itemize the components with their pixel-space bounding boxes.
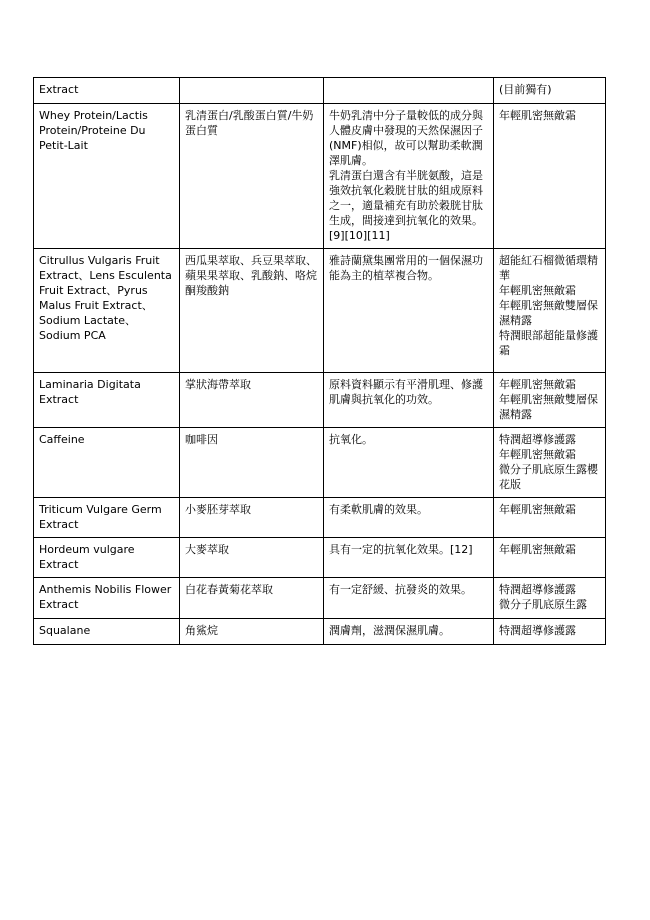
product-name: 年輕肌密無敵霜 [499,543,576,556]
effect-cell [324,498,494,538]
chinese-name-cell: 白花春黃菊花萃取 [180,578,324,619]
effect-cell [324,249,494,373]
effect-cell [324,104,494,249]
products-cell [494,249,606,373]
ingredient-table [33,77,606,645]
products-cell [494,538,606,578]
effect-paragraph: 有柔軟肌膚的效果。 [329,503,428,516]
products-cell [494,619,606,645]
product-name: 特潤超導修護露 [499,624,576,637]
effect-cell [324,373,494,428]
effect-paragraph: 乳清蛋白還含有半胱氨酸，這是強效抗氧化穀胱甘肽的組成原料之一，適量補充有助於穀胱甘肽生成，間接達到抗氧化的效果。[9][10][11] [329,169,483,242]
table-row [34,428,606,498]
products-cell [494,78,606,104]
inci-name-cell: Citrullus Vulgaris Fruit Extract、Lens Esculenta Fruit Extract、Pyrus Malus Fruit Extract、Sodium Lactate、Sodium PCA [34,249,180,373]
product-name: 年輕肌密無敵雙層保濕精露 [499,299,598,327]
chinese-name-cell: 大麥萃取 [180,538,324,578]
table-row [34,104,606,249]
inci-name-cell: Squalane [34,619,180,645]
product-name: 微分子肌底原生露櫻花版 [499,463,598,491]
product-name: 年輕肌密無敵雙層保濕精露 [499,393,598,421]
effect-cell [324,538,494,578]
product-name: 特潤眼部超能量修護霜 [499,329,598,357]
products-cell [494,498,606,538]
table-row [34,538,606,578]
product-name: 年輕肌密無敵霜 [499,503,576,516]
effect-paragraph: 原料資料顯示有平滑肌理、修護肌膚與抗氧化的功效。 [329,378,483,406]
chinese-name-cell: 角鯊烷 [180,619,324,645]
chinese-name-cell: 小麥胚芽萃取 [180,498,324,538]
effect-paragraph: 抗氧化。 [329,433,373,446]
effect-cell [324,619,494,645]
product-name: 特潤超導修護露 [499,433,576,446]
products-cell [494,578,606,619]
table-row [34,373,606,428]
effect-cell [324,428,494,498]
effect-cell [324,578,494,619]
inci-name-cell: Hordeum vulgare Extract [34,538,180,578]
product-name: 超能紅石榴微循環精華 [499,254,598,282]
effect-paragraph: 牛奶乳清中分子量較低的成分與人體皮膚中發現的天然保濕因子(NMF)相似，故可以幫助柔軟潤澤肌膚。 [329,109,483,167]
table-row [34,249,606,373]
product-name: 年輕肌密無敵霜 [499,378,576,391]
chinese-name-cell: 西瓜果萃取、兵豆果萃取、蘋果果萃取、乳酸鈉、咯烷酮羧酸鈉 [180,249,324,373]
inci-name-cell: Anthemis Nobilis Flower Extract [34,578,180,619]
product-name: 年輕肌密無敵霜 [499,109,576,122]
product-name: 特潤超導修護露 [499,583,576,596]
product-name: 微分子肌底原生露 [499,598,587,611]
inci-name-cell: Triticum Vulgare Germ Extract [34,498,180,538]
products-cell [494,104,606,249]
table-row [34,578,606,619]
chinese-name-cell: 咖啡因 [180,428,324,498]
table-row [34,78,606,104]
product-name: 年輕肌密無敵霜 [499,284,576,297]
inci-name-cell: Caffeine [34,428,180,498]
chinese-name-cell [180,78,324,104]
table-body [34,78,606,645]
effect-paragraph: 具有一定的抗氧化效果。[12] [329,543,473,556]
table-row [34,498,606,538]
table-row [34,619,606,645]
inci-name-cell: Laminaria Digitata Extract [34,373,180,428]
product-name: (目前獨有) [499,83,552,96]
effect-paragraph: 潤膚劑，滋潤保濕肌膚。 [329,624,450,637]
chinese-name-cell: 掌狀海帶萃取 [180,373,324,428]
effect-paragraph: 雅詩蘭黛集團常用的一個保濕功能為主的植萃複合物。 [329,254,483,282]
products-cell [494,373,606,428]
chinese-name-cell: 乳清蛋白/乳酸蛋白質/牛奶蛋白質 [180,104,324,249]
effect-paragraph: 有一定舒緩、抗發炎的效果。 [329,583,472,596]
inci-name-cell: Whey Protein/Lactis Protein/Proteine Du Petit-Lait [34,104,180,249]
effect-cell [324,78,494,104]
products-cell [494,428,606,498]
product-name: 年輕肌密無敵霜 [499,448,576,461]
inci-name-cell: Extract [34,78,180,104]
